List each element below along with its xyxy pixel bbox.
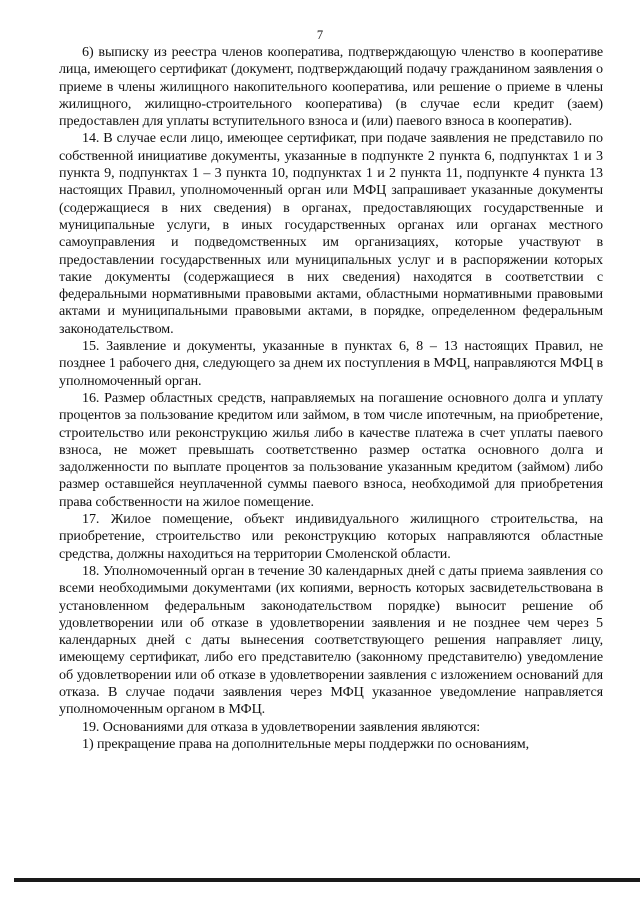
bottom-scan-border xyxy=(14,878,640,882)
paragraph-19: 19. Основаниями для отказа в удовлетворении заявления являются: xyxy=(82,718,481,735)
paragraph-16: 16. Размер областных средств, направляемых на погашение основного долга и уплату процентов за пользование кредитом или займом, в том числе ипотечным, на приобретение, строительство или реконструкцию жилья либо в качестве платежа в счет уплаты паевого взноса, не может превышать соответственно размер остатка основного долга и задолженности по выплате процентов за пользование указанным кредитом (займом) либо размер оставшейся неуплаченной суммы паевого взноса, необходимой для приобретения права собственности на жилое помещение. xyxy=(59,389,603,510)
paragraph-18: 18. Уполномоченный орган в течение 30 календарных дней с даты приема заявления со всеми необходимыми документами (их копиями, верность которых засвидетельствована в установленном федеральным законодательством порядке) выносит решение об удовлетворении или об отказе в удовлетворении заявления и не позднее чем через 5 календарных дней с даты вынесения соответствующего решения направляет лицу, имеющему сертификат, либо его представителю (законному представителю) уведомление об удовлетворении или об отказе в удовлетворении заявления с изложением оснований для отказа. В случае подачи заявления через МФЦ указанное уведомление направляется уполномоченным органом в МФЦ. xyxy=(59,562,603,718)
paragraph-19-item-1: 1) прекращение права на дополнительные меры поддержки по основаниям, xyxy=(82,735,530,752)
paragraph-item-6: 6) выписку из реестра членов кооператива, подтверждающую членство в кооперативе лица, имеющего сертификат (документ, подтверждающий подачу гражданином заявления о приеме в члены жилищного накопительного кооператива, или решение о приеме в члены жилищного, жилищно-строительного кооператива) (в случае если кредит (заем) предоставлен для уплаты вступительного взноса и (или) паевого взноса в кооператив). xyxy=(59,44,603,130)
paragraph-17: 17. Жилое помещение, объект индивидуального жилищного строительства, на приобретение, строительство или реконструкцию которых направляются областные средства, должны находиться на территории Смоленской области. xyxy=(59,511,603,562)
document-body xyxy=(59,44,603,753)
paragraph-14: 14. В случае если лицо, имеющее сертификат, при подаче заявления не представило по собственной инициативе документы, указанные в подпункте 2 пункта 6, подпунктах 1 и 3 пункта 9, подпунктах 1 – 3 пункта 10, подпунктах 1 и 2 пункта 11, подпункте 4 пункта 13 настоящих Правил, уполномоченный орган или МФЦ запрашивает указанные документы (содержащиеся в них сведения) в органах, предоставляющих государственные и муниципальные услуги, в иных государственных органах или органах местного самоуправления и подведомственных им организациях, которые участвуют в предоставлении государственных или муниципальных услуг и в распоряжении которых такие документы (содержащиеся в них сведения) находятся в соответствии с федеральными нормативными правовыми актами, областными нормативными правовыми актами и муниципальными правовыми актами, в порядке, определенном федеральным законодательством. xyxy=(59,130,603,337)
paragraph-15: 15. Заявление и документы, указанные в пунктах 6, 8 – 13 настоящих Правил, не позднее 1 рабочего дня, следующего за днем их поступления в МФЦ, направляются МФЦ в уполномоченный орган. xyxy=(59,338,603,389)
page-number: 7 xyxy=(316,28,324,42)
